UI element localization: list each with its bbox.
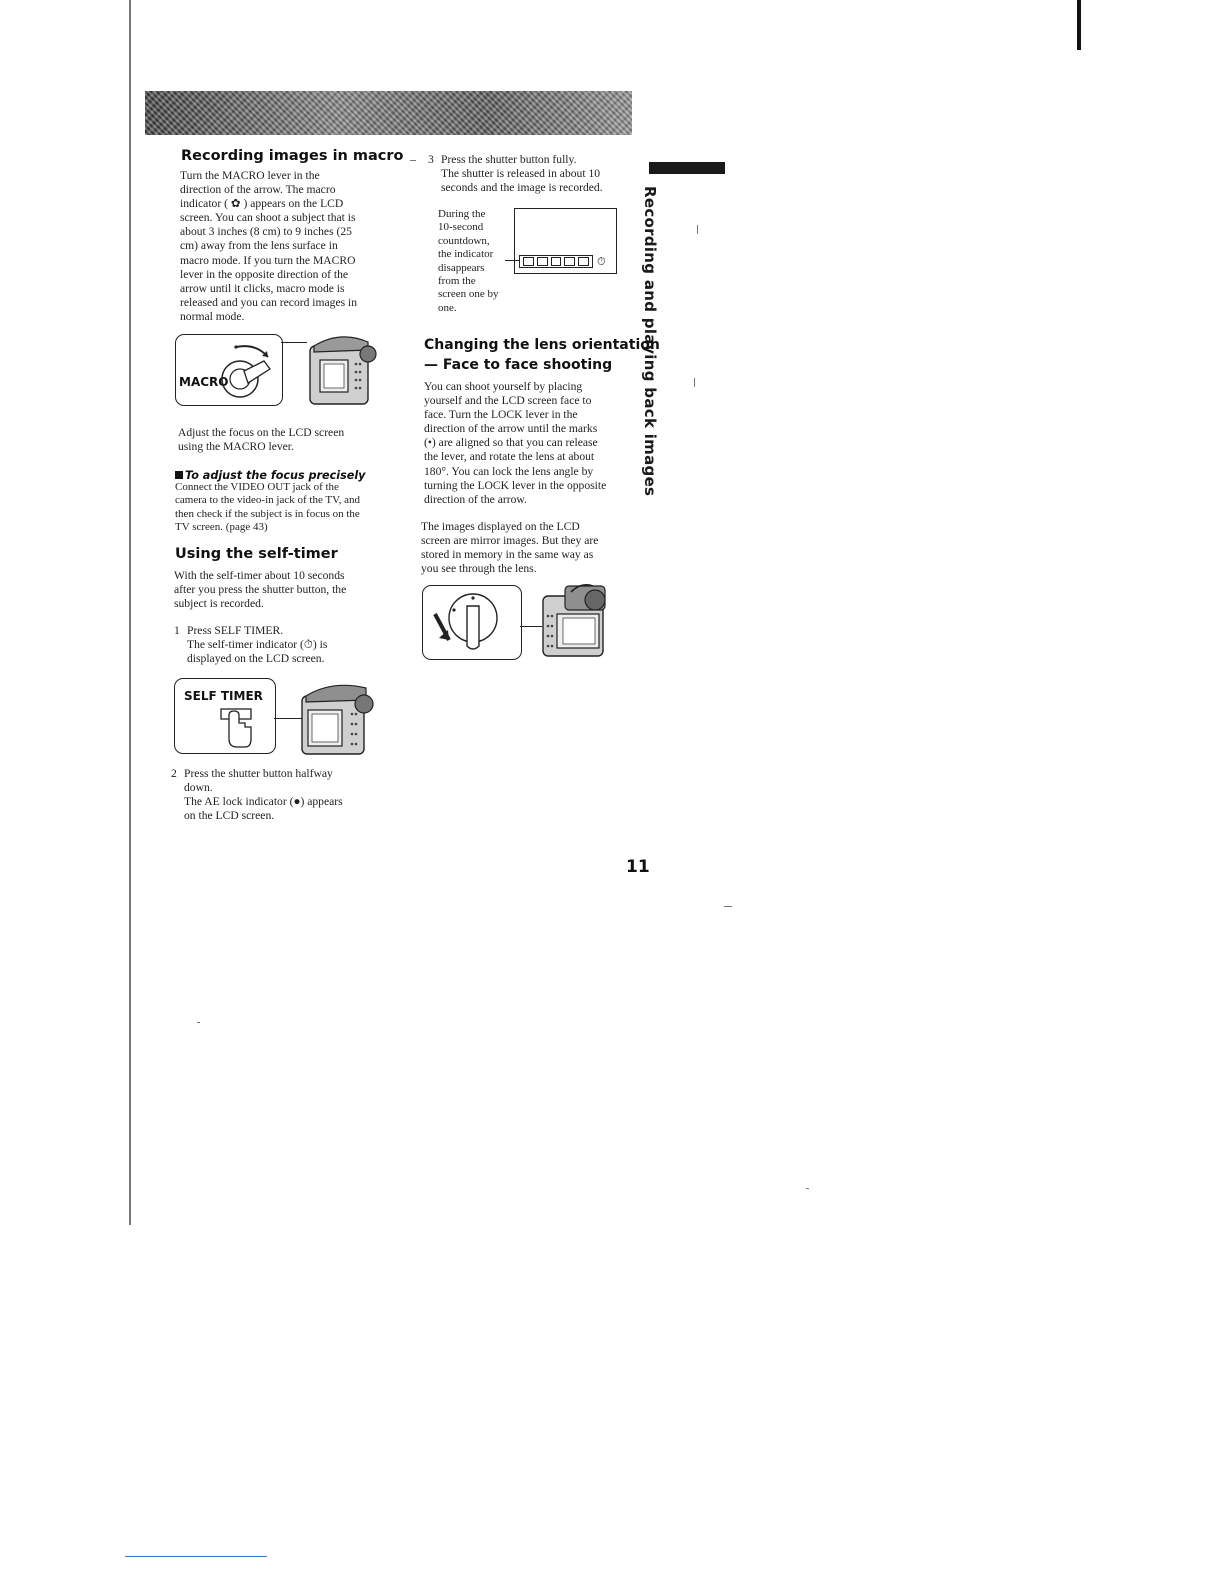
text-line: yourself and the LCD screen face to: [424, 394, 592, 408]
text-line: indicator ( ✿ ) appears on the LCD: [180, 197, 344, 211]
countdown-note: [438, 208, 518, 315]
scan-line: [125, 1556, 267, 1557]
text-line: displayed on the LCD screen.: [187, 652, 325, 666]
scan-speck: [129, 1200, 131, 1222]
scan-speck: [697, 225, 698, 234]
text-line: camera to the video-in jack of the TV, and: [175, 494, 361, 507]
text-line: direction of the arrow until the marks: [424, 422, 598, 436]
countdown-indicator: [519, 255, 593, 268]
countdown-segment: [523, 257, 534, 266]
countdown-segment: [564, 257, 575, 266]
text-line: 180°. You can lock the lens angle by: [424, 464, 594, 478]
text-line: subject is recorded.: [174, 597, 264, 611]
text-line: macro mode. If you turn the MACRO: [180, 253, 356, 267]
section-tab-marker: [649, 162, 725, 174]
text-line: arrow until it clicks, macro mode is: [180, 281, 345, 295]
text-line: after you press the shutter button, the: [174, 583, 347, 597]
countdown-segment: [537, 257, 548, 266]
step-number: 3: [428, 153, 434, 166]
section-side-tab: [641, 186, 681, 497]
camera-illustration: [296, 678, 376, 758]
macro-heading: Recording images in macro: [181, 148, 404, 164]
text-line: Adjust the focus on the LCD screen: [178, 426, 345, 439]
countdown-segment: [551, 257, 562, 266]
macro-lever-figure: [175, 334, 283, 406]
lock-lever-icon: [427, 588, 517, 656]
text-line: then check if the subject is in focus on the: [175, 507, 360, 520]
self-timer-figure: [174, 678, 276, 754]
mirror-note: [421, 520, 631, 576]
text-line: seconds and the image is recorded.: [441, 181, 603, 195]
scan-mark: [1077, 0, 1081, 50]
text-line: about 3 inches (8 cm) to 9 inches (25: [180, 225, 352, 239]
text-line: screen one by: [438, 288, 499, 301]
scan-speck: [724, 906, 732, 907]
text-line: TV screen. (page 43): [175, 521, 268, 534]
text-line: released and you can record images in: [180, 295, 358, 309]
page-edge-rule: [129, 0, 131, 1225]
macro-dial-icon: [216, 339, 280, 403]
lens-heading-line-2: — Face to face shooting: [424, 357, 613, 373]
tip-body: [175, 481, 385, 535]
macro-body: [180, 169, 390, 324]
step-3-text: [441, 153, 631, 195]
text-line: Turn the MACRO lever in the: [180, 169, 320, 182]
self-timer-heading: Using the self-timer: [175, 546, 338, 562]
text-line: screen are mirror images. But they are: [421, 534, 599, 548]
text-line: Connect the VIDEO OUT jack of the: [175, 481, 339, 493]
text-line: the lever, and rotate the lens at about: [424, 450, 595, 464]
self-timer-intro: [174, 569, 384, 611]
text-line: normal mode.: [180, 309, 245, 323]
scan-speck: [197, 1022, 200, 1023]
scan-speck: [694, 378, 695, 387]
text-line: face. Turn the LOCK lever in the: [424, 408, 578, 422]
text-line: turning the LOCK lever in the opposite: [424, 478, 607, 492]
text-line: You can shoot yourself by placing: [424, 380, 583, 393]
text-line: Press the shutter button fully.: [441, 153, 577, 166]
text-line: stored in memory in the same way as: [421, 548, 594, 562]
tip-title: To adjust the focus precisely: [185, 469, 366, 482]
callout-line: [505, 260, 519, 261]
side-tab-label: Recording and playing back images: [641, 186, 659, 497]
text-line: on the LCD screen.: [184, 809, 275, 823]
lens-body: [424, 380, 634, 507]
text-line: The images displayed on the LCD: [421, 520, 580, 533]
tip-icon: [175, 471, 183, 479]
text-line: lever in the opposite direction of the: [180, 267, 349, 281]
text-line: During the: [438, 208, 486, 220]
text-line: cm) away from the lens surface in: [180, 239, 338, 253]
text-line: countdown,: [438, 234, 490, 247]
camera-illustration: [537, 582, 617, 660]
text-line: disappears: [438, 261, 485, 274]
page-number: 11: [626, 857, 650, 877]
text-line: Press the shutter button halfway: [184, 767, 333, 780]
text-line: The shutter is released in about 10: [441, 167, 601, 181]
pressing-finger-icon: [215, 705, 261, 751]
lock-lever-figure: [422, 585, 522, 660]
text-line: Press SELF TIMER.: [187, 624, 284, 637]
text-line: screen. You can shoot a subject that is: [180, 211, 356, 225]
self-timer-icon: ⏱: [597, 255, 606, 268]
scan-speck: [410, 160, 416, 161]
text-line: from the: [438, 275, 476, 288]
text-line: With the self-timer about 10 seconds: [174, 569, 345, 582]
text-line: down.: [184, 781, 213, 795]
step-number: 1: [174, 624, 180, 637]
lens-heading-line-1: Changing the lens orientation: [424, 337, 660, 353]
text-line: The AE lock indicator (●) appears: [184, 795, 343, 809]
step-number: 2: [171, 767, 177, 780]
camera-illustration: [302, 330, 380, 408]
text-line: one.: [438, 301, 457, 314]
self-timer-figure-label: SELF TIMER: [184, 689, 263, 703]
text-line: the indicator: [438, 248, 494, 261]
text-line: direction of the arrow.: [424, 492, 527, 506]
text-line: direction of the arrow. The macro: [180, 183, 336, 197]
lcd-screen-diagram: [514, 208, 617, 274]
scan-speck: [806, 1188, 809, 1189]
macro-figure-label: MACRO: [179, 375, 229, 389]
text-line: 10-second: [438, 221, 484, 234]
text-line: (•) are aligned so that you can release: [424, 436, 598, 450]
header-banner: [145, 91, 632, 135]
step-2-text: [184, 767, 384, 823]
step-1-text: [187, 624, 387, 666]
text-line: using the MACRO lever.: [178, 440, 294, 454]
text-line: The self-timer indicator (⏱) is: [187, 638, 328, 652]
countdown-segment: [578, 257, 589, 266]
text-line: you see through the lens.: [421, 562, 537, 576]
macro-after-figure: [178, 426, 388, 454]
